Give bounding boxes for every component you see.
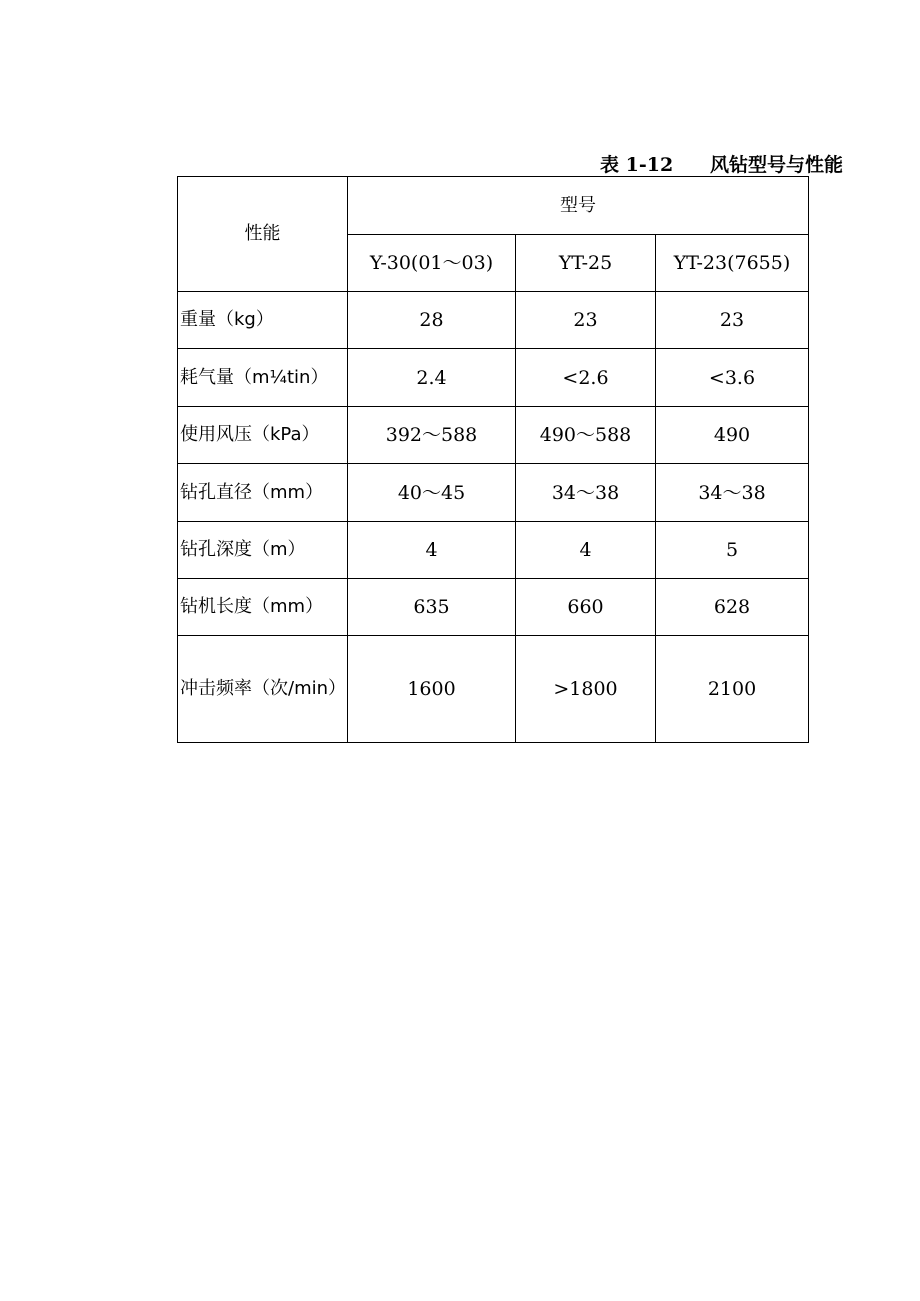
cell-value: 23 [656,292,809,349]
cell-value: 490～588 [516,407,656,464]
header-row-group [178,177,809,235]
row-label: 使用风压（kPa） [178,407,348,464]
cell-value: <3.6 [656,349,809,407]
row-label: 钻孔深度（m） [178,522,348,579]
property-header: 性能 [178,177,348,292]
cell-value: 5 [656,522,809,579]
cell-value: 34～38 [656,464,809,522]
row-label: 冲击频率（次/min） [178,636,348,743]
table-row [178,292,809,349]
table-row [178,579,809,636]
cell-value: 40～45 [348,464,516,522]
table-row [178,522,809,579]
cell-value: 2.4 [348,349,516,407]
cell-value: 28 [348,292,516,349]
row-label: 钻孔直径（mm） [178,464,348,522]
table-row [178,636,809,743]
drill-spec-table [177,176,809,743]
cell-value: >1800 [516,636,656,743]
cell-value: 23 [516,292,656,349]
table-number: 表 1-12 [600,154,674,176]
table-title: 风钻型号与性能 [710,154,844,176]
table-row [178,464,809,522]
table-row [178,407,809,464]
model-header: YT-23(7655) [656,235,809,292]
cell-value: 490 [656,407,809,464]
table-caption [600,150,850,178]
cell-value: 4 [348,522,516,579]
cell-value: 2100 [656,636,809,743]
cell-value: 34～38 [516,464,656,522]
cell-value: 4 [516,522,656,579]
model-header: Y-30(01～03) [348,235,516,292]
row-label: 重量（kg） [178,292,348,349]
cell-value: 628 [656,579,809,636]
cell-value: 660 [516,579,656,636]
row-label: 耗气量（m¼tin） [178,349,348,407]
model-group-header: 型号 [348,177,809,235]
cell-value: <2.6 [516,349,656,407]
row-label: 钻机长度（mm） [178,579,348,636]
cell-value: 635 [348,579,516,636]
model-header: YT-25 [516,235,656,292]
cell-value: 392～588 [348,407,516,464]
table-row [178,349,809,407]
cell-value: 1600 [348,636,516,743]
